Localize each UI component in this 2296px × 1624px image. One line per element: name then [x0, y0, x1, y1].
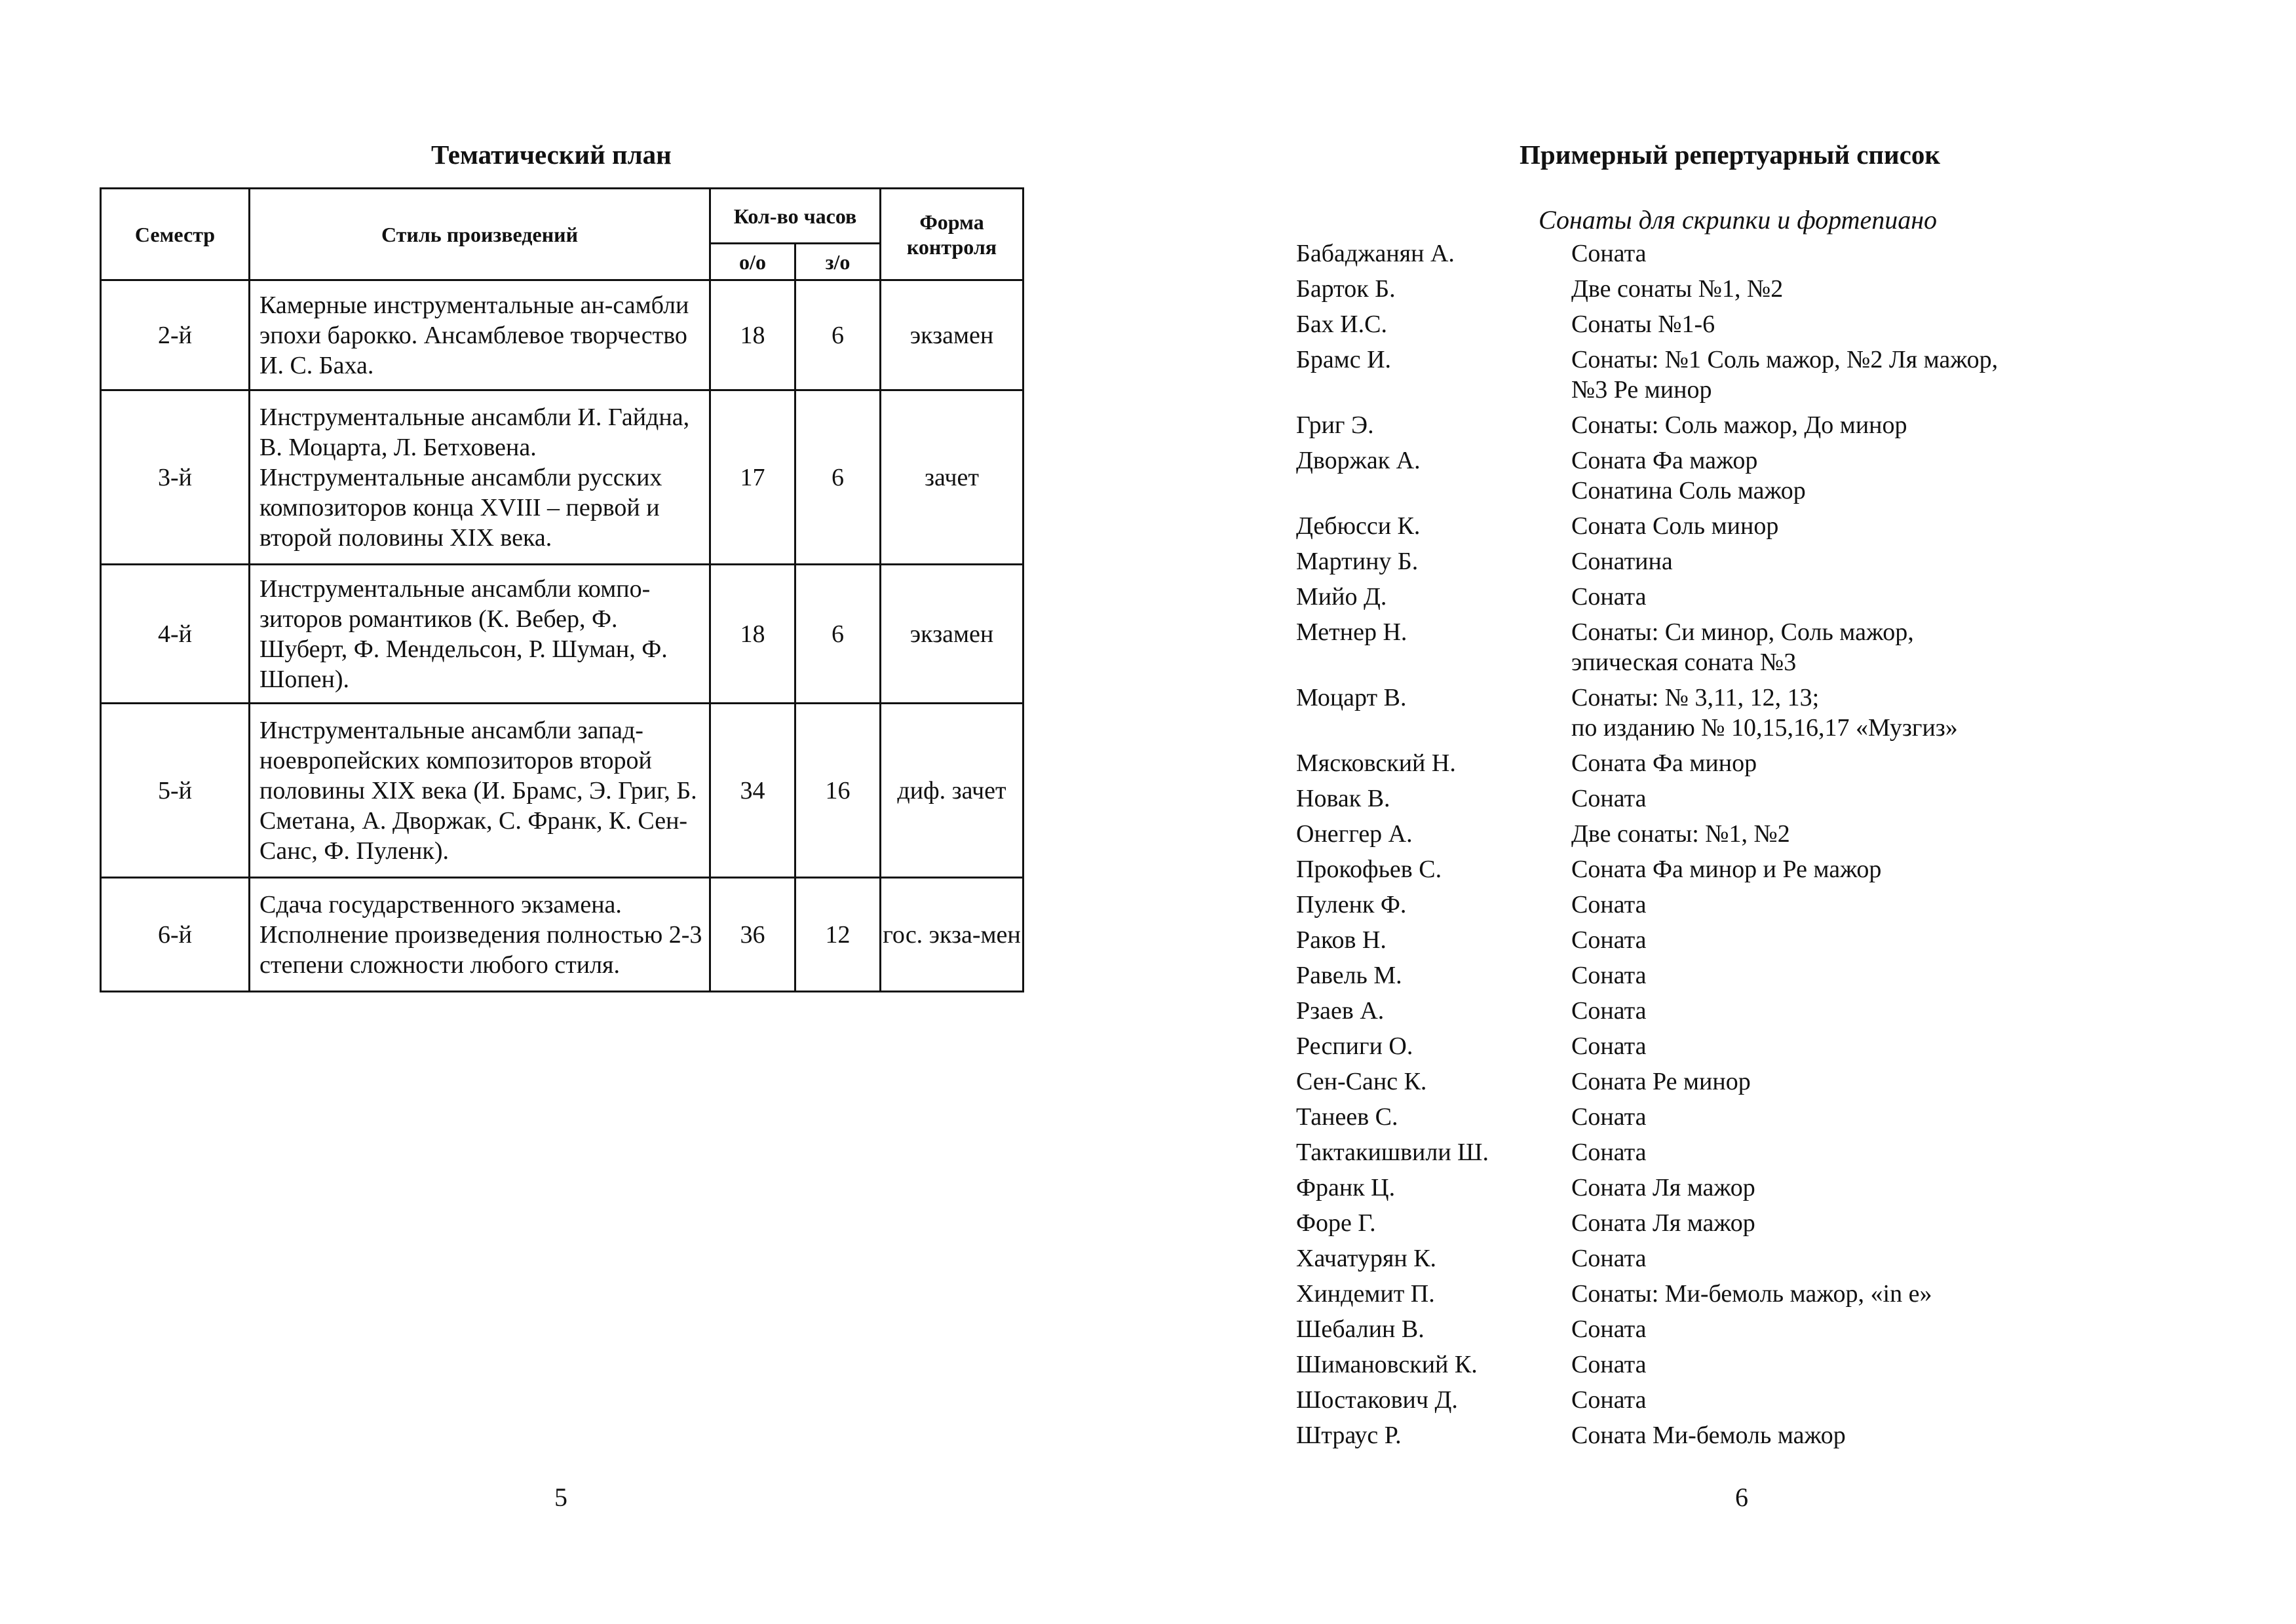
list-item [1296, 925, 2213, 955]
work-line: Соната [1571, 1315, 1647, 1343]
work-line: Соната [1571, 583, 1647, 611]
composer-name: Рзаев А. [1296, 997, 1385, 1025]
work-title [1571, 748, 2213, 778]
composer-name: Равель М. [1296, 962, 1402, 989]
work-line: Соната [1571, 785, 1647, 812]
work-title [1571, 345, 2213, 405]
semester-cell: 2-й [101, 280, 250, 390]
header-style: Стиль произведений [250, 189, 710, 280]
header-semester: Семестр [101, 189, 250, 280]
work-line: Соната [1571, 1139, 1647, 1166]
composer-name: Шостакович Д. [1296, 1386, 1458, 1414]
work-line: Соната Ми-бемоль мажор [1571, 1422, 1846, 1449]
list-item [1296, 345, 2213, 405]
work-title [1571, 309, 2213, 339]
list-item [1296, 854, 2213, 884]
list-item [1296, 1102, 2213, 1132]
work-line: Сонаты: №1 Соль мажор, №2 Ля мажор, [1571, 346, 1999, 373]
semester-cell: 5-й [101, 704, 250, 878]
form-cell: экзамен [881, 565, 1024, 704]
work-title [1571, 410, 2213, 440]
zo-hours-cell: 16 [795, 704, 881, 878]
list-item [1296, 238, 2213, 269]
composer-name: Танеев С. [1296, 1103, 1398, 1131]
oo-hours-cell: 34 [710, 704, 795, 878]
work-line: Сонатина [1571, 548, 1673, 575]
work-line: №3 Ре минор [1571, 376, 1712, 404]
section-subheading: Сонаты для скрипки и фортепиано [1539, 205, 1938, 235]
list-item [1296, 1350, 2213, 1380]
thematic-plan-table [100, 187, 1024, 992]
work-line: Соната Ля мажор [1571, 1209, 1755, 1237]
work-line: Соната [1571, 1032, 1647, 1060]
work-title [1571, 511, 2213, 541]
work-line: Соната [1571, 1386, 1647, 1414]
work-line: Соната Ре минор [1571, 1068, 1751, 1095]
work-line: Соната [1571, 891, 1647, 918]
list-item [1296, 819, 2213, 849]
work-title [1571, 238, 2213, 269]
work-title [1571, 819, 2213, 849]
style-cell: Инструментальные ансамбли запад-ноевропейских композиторов второй половины XIX века (И. Брамс, Э. Григ, Б. Сметана, А. Дворжак, С. Франк, К. Сен-Санс, Ф. Пуленк). [250, 704, 710, 878]
table-row [101, 565, 1024, 704]
oo-hours-cell: 36 [710, 878, 795, 992]
composer-name: Штраус Р. [1296, 1422, 1402, 1449]
table-row [101, 704, 1024, 878]
list-item [1296, 410, 2213, 440]
work-line: Соната [1571, 962, 1647, 989]
style-cell: Сдача государственного экзамена. Исполнение произведения полностью 2-3 степени сложности любого стиля. [250, 878, 710, 992]
table-row [101, 280, 1024, 390]
work-title [1571, 274, 2213, 304]
composer-name: Онеггер А. [1296, 820, 1413, 848]
list-item [1296, 960, 2213, 991]
form-cell: зачет [881, 390, 1024, 565]
composer-name: Бабаджанян А. [1296, 240, 1455, 267]
list-item [1296, 617, 2213, 677]
work-line: Соната Фа мажор [1571, 447, 1758, 474]
composer-name: Раков Н. [1296, 926, 1387, 954]
form-cell: экзамен [881, 280, 1024, 390]
page-number: 5 [554, 1482, 567, 1512]
work-title [1571, 1243, 2213, 1274]
composer-name: Сен-Санс К. [1296, 1068, 1427, 1095]
work-title [1571, 996, 2213, 1026]
zo-hours-cell: 6 [795, 390, 881, 565]
work-title [1571, 546, 2213, 576]
work-title [1571, 683, 2213, 743]
list-item [1296, 546, 2213, 576]
composer-name: Респиги О. [1296, 1032, 1413, 1060]
work-title [1571, 1067, 2213, 1097]
composer-name: Шебалин В. [1296, 1315, 1425, 1343]
work-line: Соната Соль минор [1571, 512, 1779, 540]
composer-name: Бах И.С. [1296, 311, 1387, 338]
composer-name: Барток Б. [1296, 275, 1396, 303]
list-item [1296, 1314, 2213, 1344]
form-cell: гос. экза-мен [881, 878, 1024, 992]
work-line: Соната [1571, 926, 1647, 954]
list-item [1296, 1385, 2213, 1415]
work-title [1571, 1208, 2213, 1238]
repertoire-list [1296, 238, 2213, 1456]
header-hours: Кол-во часов [710, 189, 881, 244]
style-cell: Инструментальные ансамбли компо-зиторов романтиков (К. Вебер, Ф. Шуберт, Ф. Мендельсон, Р. Шуман, Ф. Шопен). [250, 565, 710, 704]
work-line: эпическая соната №3 [1571, 649, 1797, 676]
work-title [1571, 617, 2213, 677]
list-item [1296, 1208, 2213, 1238]
work-title [1571, 1102, 2213, 1132]
page-number: 6 [1735, 1482, 1748, 1512]
list-item [1296, 1420, 2213, 1450]
work-title [1571, 784, 2213, 814]
work-line: Соната [1571, 997, 1647, 1025]
work-title [1571, 582, 2213, 612]
work-line: Соната [1571, 1245, 1647, 1272]
composer-name: Форе Г. [1296, 1209, 1376, 1237]
work-title [1571, 854, 2213, 884]
work-line: Сонаты: Соль мажор, До минор [1571, 411, 1907, 439]
list-item [1296, 1067, 2213, 1097]
table-row [101, 390, 1024, 565]
work-title [1571, 1173, 2213, 1203]
list-item [1296, 445, 2213, 506]
work-title [1571, 1137, 2213, 1167]
work-line: Соната [1571, 240, 1647, 267]
header-zo: з/о [795, 244, 881, 280]
list-item [1296, 1173, 2213, 1203]
list-item [1296, 784, 2213, 814]
work-line: Соната Ля мажор [1571, 1174, 1755, 1201]
composer-name: Брамс И. [1296, 346, 1392, 373]
page-title: Примерный репертуарный список [1520, 140, 1940, 170]
work-title [1571, 1031, 2213, 1061]
work-line: по изданию № 10,15,16,17 «Музгиз» [1571, 714, 1958, 742]
work-title [1571, 925, 2213, 955]
work-title [1571, 890, 2213, 920]
composer-name: Моцарт В. [1296, 684, 1407, 711]
list-item [1296, 996, 2213, 1026]
work-line: Сонаты №1-6 [1571, 311, 1715, 338]
composer-name: Мясковский Н. [1296, 749, 1456, 777]
composer-name: Хиндемит П. [1296, 1280, 1435, 1308]
list-item [1296, 1243, 2213, 1274]
work-line: Сонаты: № 3,11, 12, 13; [1571, 684, 1820, 711]
style-cell: Камерные инструментальные ан-самбли эпохи барокко. Ансамблевое творчество И. С. Баха. [250, 280, 710, 390]
list-item [1296, 683, 2213, 743]
zo-hours-cell: 6 [795, 565, 881, 704]
work-line: Соната [1571, 1103, 1647, 1131]
table-row [101, 878, 1024, 992]
form-cell: диф. зачет [881, 704, 1024, 878]
semester-cell: 4-й [101, 565, 250, 704]
header-form: Форма контроля [881, 189, 1024, 280]
list-item [1296, 1031, 2213, 1061]
composer-name: Шимановский К. [1296, 1351, 1478, 1378]
composer-name: Мартину Б. [1296, 548, 1419, 575]
oo-hours-cell: 18 [710, 565, 795, 704]
composer-name: Прокофьев С. [1296, 856, 1442, 883]
zo-hours-cell: 6 [795, 280, 881, 390]
right-page [1148, 0, 2296, 1624]
composer-name: Григ Э. [1296, 411, 1374, 439]
work-line: Соната [1571, 1351, 1647, 1378]
work-line: Сонатина Соль мажор [1571, 477, 1806, 504]
page-title: Тематический план [431, 140, 672, 170]
composer-name: Хачатурян К. [1296, 1245, 1437, 1272]
composer-name: Тактакишвили Ш. [1296, 1139, 1489, 1166]
zo-hours-cell: 12 [795, 878, 881, 992]
work-title [1571, 1420, 2213, 1450]
composer-name: Метнер Н. [1296, 618, 1407, 646]
semester-cell: 6-й [101, 878, 250, 992]
list-item [1296, 1279, 2213, 1309]
list-item [1296, 748, 2213, 778]
list-item [1296, 582, 2213, 612]
composer-name: Пуленк Ф. [1296, 891, 1407, 918]
composer-name: Мийо Д. [1296, 583, 1387, 611]
work-line: Две сонаты №1, №2 [1571, 275, 1784, 303]
list-item [1296, 274, 2213, 304]
composer-name: Франк Ц. [1296, 1174, 1396, 1201]
composer-name: Дворжак А. [1296, 447, 1421, 474]
header-oo: о/о [710, 244, 795, 280]
oo-hours-cell: 17 [710, 390, 795, 565]
list-item [1296, 1137, 2213, 1167]
list-item [1296, 890, 2213, 920]
composer-name: Новак В. [1296, 785, 1390, 812]
oo-hours-cell: 18 [710, 280, 795, 390]
work-title [1571, 1350, 2213, 1380]
work-line: Соната Фа минор [1571, 749, 1757, 777]
work-line: Сонаты: Си минор, Соль мажор, [1571, 618, 1914, 646]
style-cell: Инструментальные ансамбли И. Гайдна, В. Моцарта, Л. Бетховена. Инструментальные ансамбли русских композиторов конца XVIII – первой и второй половины XIX века. [250, 390, 710, 565]
composer-name: Дебюсси К. [1296, 512, 1421, 540]
work-title [1571, 1314, 2213, 1344]
work-title [1571, 1385, 2213, 1415]
work-title [1571, 445, 2213, 506]
work-title [1571, 1279, 2213, 1309]
work-title [1571, 960, 2213, 991]
work-line: Сонаты: Ми-бемоль мажор, «in e» [1571, 1280, 1932, 1308]
work-line: Две сонаты: №1, №2 [1571, 820, 1790, 848]
list-item [1296, 511, 2213, 541]
work-line: Соната Фа минор и Ре мажор [1571, 856, 1882, 883]
list-item [1296, 309, 2213, 339]
semester-cell: 3-й [101, 390, 250, 565]
